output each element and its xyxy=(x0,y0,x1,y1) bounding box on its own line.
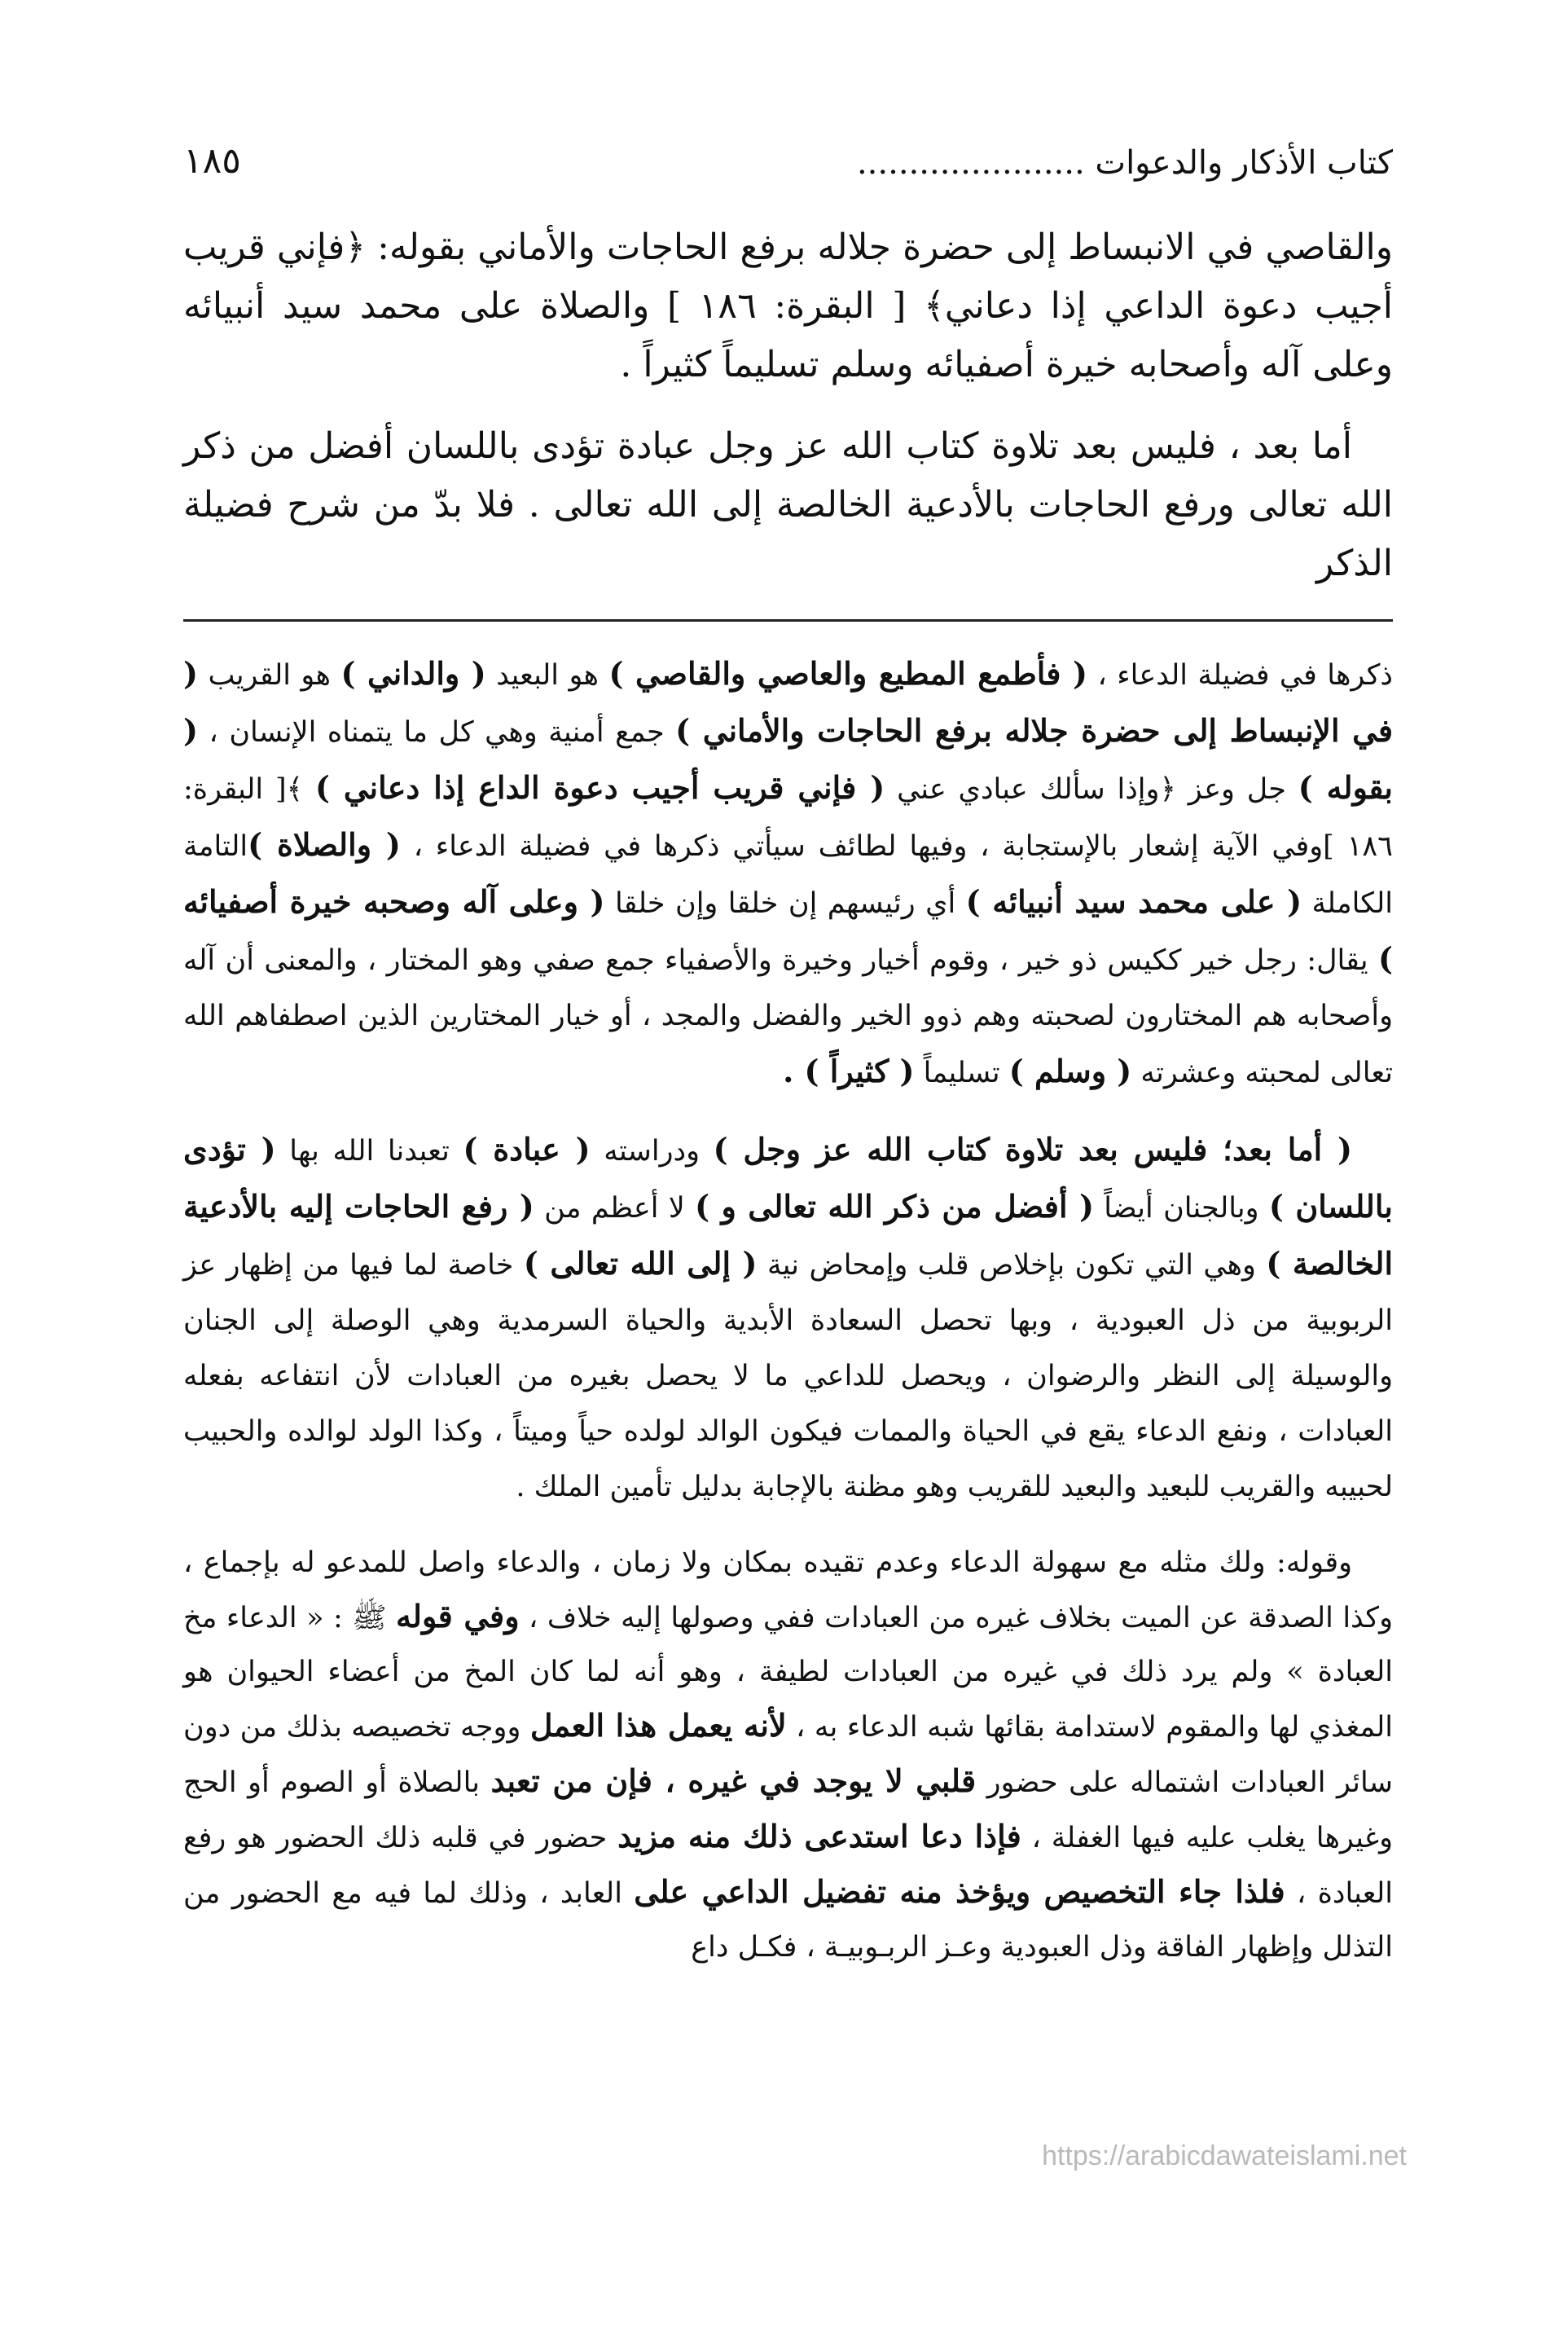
bold-quote: ( على محمد سيد أنبيائه ) xyxy=(965,883,1302,920)
footnote-divider xyxy=(183,619,1393,622)
commentary-text: ودراسته xyxy=(590,1135,714,1168)
bold-quote: ( تؤدى باللسان ) xyxy=(183,1131,1394,1225)
bold-quote: فإذا دعا استدعى ذلك منه مزيد xyxy=(617,1818,1021,1854)
commentary-text: حضور في قلبه ذلك الحضور هو رفع العبادة ، xyxy=(183,1822,1393,1910)
main-text xyxy=(183,218,1393,616)
bold-quote: ( كثيراً ) . xyxy=(783,1053,915,1089)
bold-quote: ( والصلاة ) xyxy=(248,826,401,863)
watermark-url: https://arabicdawateislami.net xyxy=(1042,2140,1407,2171)
commentary-paragraph xyxy=(183,646,1393,1101)
commentary-text: وقوله: ولك مثله مع سهولة الدعاء وعدم تقيده بمكان ولا زمان ، والدعاء واصل للمدعو له بإجماع ، وكذا الصدقة عن الميت بخلاف غيره من العبادات ففي وصولها إليه خلاف ، xyxy=(183,1546,1393,1634)
commentary-text: لا أعظم من xyxy=(534,1192,696,1225)
commentary-text: ﷺ : « الدعاء مخ العبادة » ولم يرد ذلك في غيره من العبادات لطيفة ، وهو أنه لما كان المخ من أعضاء الحيوان هو المغذي لها والمقوم لاستدامة بقائها شبه الدعاء به ، xyxy=(183,1602,1393,1744)
commentary-text: وهي التي تكون بإخلاص قلب وإمحاض نية xyxy=(757,1249,1267,1282)
commentary-text: تعبدنا الله بها xyxy=(275,1135,463,1168)
commentary-text: خاصة لما فيها من إظهار عز الربوبية من ذل العبودية ، وبها تحصل السعادة الأبدية والحياة السرمدية وهي الوصلة إلى الجنان والوسيلة إلى النظر والرضوان ، ويحصل للداعي ما لا يحصل بغيره من العبادات لأن انتفاعه بفعله العبادات ، ونفع الدعاء يقع في الحياة والممات فيكون الوالد لولده حياً وميتاً ، وكذا الولد لوالده والحبيب لحبيبه والقريب للبعيد والبعيد للقريب وهو مظنة بالإجابة بدليل تأمين الملك . xyxy=(183,1249,1393,1503)
bold-quote: ( أما بعد؛ فليس بعد تلاوة كتاب الله عز وجل ) xyxy=(713,1131,1352,1168)
commentary-text: بالصلاة أو الصوم أو الحج وغيرها يغلب عليه فيها الغفلة ، xyxy=(183,1766,1393,1854)
commentary-text: أي رئيسهم إن خلقا وإن خلقا xyxy=(604,887,966,920)
page-number: ١٨٥ xyxy=(183,140,241,182)
commentary-text: تسليماً xyxy=(914,1057,1009,1089)
commentary-text: وبالجنان أيضاً xyxy=(1093,1192,1269,1225)
commentary-text: جمع أمنية وهي كل ما يتمناه الإنسان ، xyxy=(197,716,676,749)
commentary-text: ذكرها في فضيلة الدعاء ، xyxy=(1087,659,1393,692)
commentary xyxy=(183,646,1393,1995)
commentary-text: العابد ، وذلك لما فيه مع الحضور من التذلل وإظهار الفاقة وذل العبودية وعـز الربـوبيـة ، فكـل داع xyxy=(183,1877,1393,1964)
bold-quote: ( أفضل من ذكر الله تعالى و ) xyxy=(695,1188,1094,1225)
bold-quote: ( والداني ) xyxy=(340,655,486,692)
bold-quote: ( وعلى آله وصحبه خيرة أصفيائه ) xyxy=(183,883,1393,977)
bold-quote: قلبي لا يوجد في غيره ، فإن من تعبد xyxy=(490,1762,977,1799)
commentary-text: التامة الكاملة xyxy=(183,830,1394,920)
bold-quote: ( عبادة ) xyxy=(463,1131,591,1168)
bold-quote: لأنه يعمل هذا العمل xyxy=(529,1707,787,1744)
commentary-paragraph xyxy=(183,1536,1393,1974)
commentary-text: ﴾[ البقرة: ١٨٦ ]وفي الآية إشعار بالإستجابة ، وفيها لطائف سيأتي ذكرها في فضيلة الدعاء ، xyxy=(183,773,1393,863)
commentary-text: جل وعز ﴿وإذا سألك عبادي عني xyxy=(885,773,1298,806)
commentary-text: يقال: رجل خير ككيس ذو خير ، وقوم أخيار وخيرة والأصفياء جمع صفي وهو المختار ، والمعنى أن آله وأصحابه هم المختارون لصحبته وهم ذوو الخير والفضل والمجد ، أو خيار المختارين الذين اصطفاهم الله تعالى لمحبته وعشرته xyxy=(183,944,1393,1089)
main-paragraph: والقاصي في الانبساط إلى حضرة جلاله برفع الحاجات والأماني بقوله: ﴿فإني قريب أجيب دعوة الداعي إذا دعاني﴾ [ البقرة: ١٨٦ ] والصلاة على محمد سيد أنبيائه وعلى آله وأصحابه خيرة أصفيائه وسلم تسليماً كثيراً . xyxy=(183,227,1394,385)
bold-quote: ( إلى الله تعالى ) xyxy=(523,1245,758,1282)
running-head: كتاب الأذكار والدعوات ...................... xyxy=(856,144,1393,182)
bold-quote: ( رفع الحاجات إليه بالأدعية الخالصة ) xyxy=(183,1188,1393,1282)
page-header xyxy=(183,122,1393,182)
bold-quote: ( وسلم ) xyxy=(1008,1053,1132,1089)
main-paragraph: أما بعد ، فليس بعد تلاوة كتاب الله عز وجل عبادة تؤدى باللسان أفضل من ذكر الله تعالى ورفع الحاجات بالأدعية الخالصة إلى الله تعالى . فلا بدّ من شرح فضيلة الذكر xyxy=(183,425,1393,584)
bold-quote: فلذا جاء التخصيص ويؤخذ منه تفضيل الداعي على xyxy=(634,1873,1285,1910)
commentary-text: هو البعيد xyxy=(485,659,609,692)
bold-quote: ( بقوله ) xyxy=(183,712,1394,806)
commentary-text: ووجه تخصيصه بذلك من دون سائر العبادات اشتماله على حضور xyxy=(183,1711,1393,1799)
bold-quote: ( فإني قريب أجيب دعوة الداع إذا دعاني ) xyxy=(314,769,885,806)
commentary-paragraph xyxy=(183,1122,1393,1515)
bold-quote: ( فأطمع المطيع والعاصي والقاصي ) xyxy=(608,655,1087,692)
bold-quote: وفي قوله xyxy=(396,1598,520,1634)
commentary-text: هو القريب xyxy=(197,659,341,692)
bold-quote: ( في الإنبساط إلى حضرة جلاله برفع الحاجات والأماني ) xyxy=(183,655,1393,749)
